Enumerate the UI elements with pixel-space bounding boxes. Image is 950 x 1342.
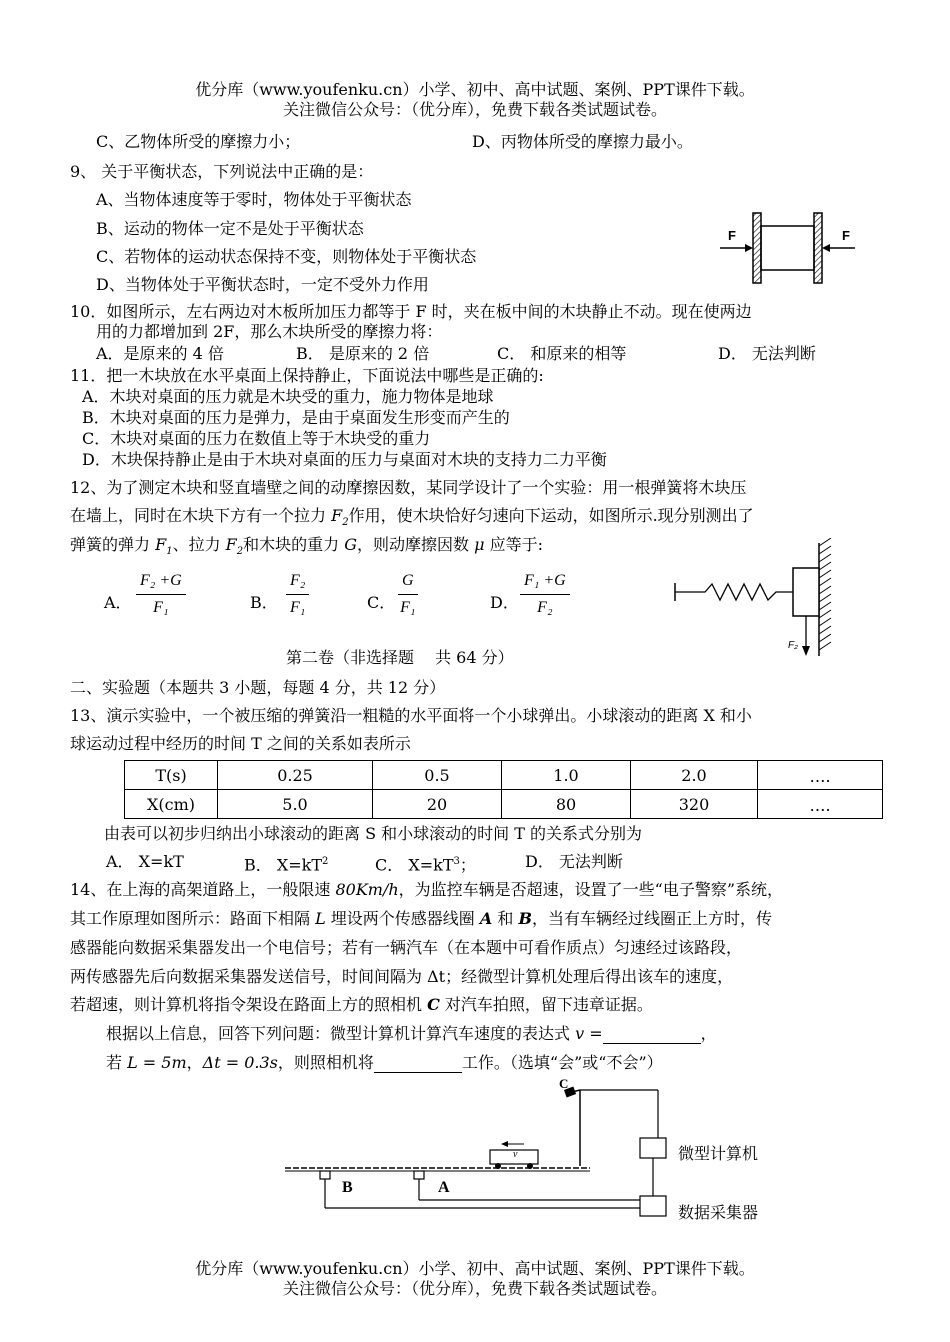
- sensor-a-label: A: [438, 1179, 450, 1196]
- q11-option-c: C．木块对桌面的压力在数值上等于木块受的重力: [82, 429, 431, 448]
- q11-option-a: A．木块对桌面的压力就是木块受的重力，施力物体是地球: [82, 387, 494, 406]
- camera-label: C: [559, 1078, 569, 1091]
- q9-option-c: C、若物体的运动状态保持不变，则物体处于平衡状态: [96, 247, 477, 266]
- force-label-right: F: [842, 228, 850, 243]
- q12-option-c-label: C．: [367, 593, 396, 612]
- q14-line-4: 两传感器先后向数据采集器发送信号，时间间隔为 Δt；经微型计算机处理后得出该车的速度，: [70, 967, 734, 986]
- answer-blank-1[interactable]: [603, 1043, 701, 1044]
- table-cell: 2.0: [631, 761, 758, 790]
- table-cell: T(s): [125, 761, 218, 790]
- table-cell: 20: [373, 790, 502, 819]
- q14-line-1: 14、在上海的高架道路上，一般限速 80Km/h，为监控车辆是否超速，设置了一些“电子警察”系统，: [70, 880, 784, 899]
- q10-option-a: A．是原来的 4 倍: [96, 344, 224, 363]
- q12-option-b-label: B．: [250, 593, 278, 612]
- q14-line-3: 感器能向数据采集器发出一个电信号；若有一辆汽车（在本题中可看作质点）匀速经过该路段，: [70, 938, 743, 957]
- q13-option-c: C． $X=kT^3$；: [375, 855, 476, 875]
- table-cell: 1.0: [502, 761, 631, 790]
- q12-line-1: 12、为了测定木块和竖直墙壁之间的动摩擦因数，某同学设计了一个实验：用一根弹簧将木块压: [70, 478, 747, 497]
- part2-title: 第二卷（非选择题 共 64 分）: [286, 648, 514, 667]
- q12-option-a-label: A．: [104, 593, 132, 612]
- computer-box: [640, 1138, 666, 1158]
- q14-figure: [280, 1078, 800, 1228]
- section-title: 二、实验题（本题共 3 小题，每题 4 分，共 12 分）: [70, 678, 446, 697]
- q10-stem-2: 用的力都增加到 2F，那么木块所受的摩擦力将：: [96, 322, 443, 341]
- footer-line-2: 关注微信公众号：（优分库），免费下载各类试题试卷。: [282, 1279, 667, 1298]
- answer-blank-2[interactable]: [374, 1072, 462, 1073]
- q12-option-b-fraction: $\frac{\text{F₂}}{\text{F₁}}$: [286, 572, 309, 617]
- header-line-2: 关注微信公众号：（优分库），免费下载各类试题试卷。: [282, 100, 667, 119]
- q11-option-b: B．木块对桌面的压力是弹力，是由于桌面发生形变而产生的: [82, 408, 510, 427]
- q14-line-7: 若 L = 5m，Δt = 0.3s，则照相机将 工作。（选填“会”或“不会”）: [106, 1053, 663, 1072]
- q9-option-b: B、运动的物体一定不是处于平衡状态: [96, 219, 364, 238]
- block: [793, 568, 819, 616]
- left-board: [753, 213, 761, 283]
- q10-option-c: C． 和原来的相等: [497, 344, 627, 363]
- q9-option-d: D、当物体处于平衡状态时，一定不受外力作用: [96, 275, 429, 294]
- table-row: [125, 790, 883, 819]
- q13-line-1: 13、演示实验中，一个被压缩的弹簧沿一粗糙的水平面将一个小球弹出。小球滚动的距离 X 和小: [70, 706, 752, 725]
- q12-option-d-label: D．: [490, 593, 519, 612]
- q14-line-6: 根据以上信息，回答下列问题：微型计算机计算汽车速度的表达式 v = ，: [106, 1024, 717, 1043]
- table-cell: X(cm): [125, 790, 218, 819]
- q12-option-d-fraction: $\frac{\text{F₁ +G}}{\text{F₂}}$: [520, 572, 570, 617]
- q12-line-2: 在墙上，同时在木块下方有一个拉力 $F_2$作用，使木块恰好匀速向下运动，如图所示.现分别测出了: [70, 506, 754, 529]
- q10-stem-1: 10．如图所示，左右两边对木板所加压力都等于 F 时，夹在板中间的木块静止不动。现在使两边: [70, 302, 752, 321]
- q13-option-a: A． X=kT: [106, 852, 184, 871]
- wood-block: [761, 226, 814, 270]
- table-cell: 320: [631, 790, 758, 819]
- computer-label: 微型计算机: [678, 1144, 759, 1163]
- table-cell: 5.0: [218, 790, 373, 819]
- velocity-label: v: [513, 1149, 518, 1160]
- collector-box: [640, 1196, 666, 1216]
- sensor-b-label: B: [342, 1179, 353, 1196]
- q9-option-a: A、当物体速度等于零时，物体处于平衡状态: [96, 190, 412, 209]
- sensor-a: [414, 1171, 424, 1179]
- spring: [675, 584, 793, 600]
- q14-line-5: 若超速，则计算机将指令架设在路面上方的照相机 C 对汽车拍照，留下违章证据。: [70, 995, 653, 1014]
- q13-conclusion: 由表可以初步归纳出小球滚动的距离 S 和小球滚动的时间 T 的关系式分别为: [104, 824, 642, 843]
- q12-option-c-fraction: $\frac{G}{\text{F₁}}$: [398, 572, 418, 617]
- q12-option-a-fraction: $\frac{\text{F₂ +G}}{\text{F₁}}$: [136, 572, 186, 617]
- table-cell: 80: [502, 790, 631, 819]
- q8-option-c: C、乙物体所受的摩擦力小；: [96, 132, 301, 151]
- q12-line-3: 弹簧的弹力 $F_1$、拉力 $F_2$和木块的重力 G，则动摩擦因数 μ 应等于:: [70, 535, 544, 558]
- header-line-1: 优分库（www.youfenku.cn）小学、初中、高中试题、案例、PPT课件下载。: [195, 80, 755, 99]
- q9-stem: 9、 关于平衡状态，下列说法中正确的是：: [70, 162, 374, 181]
- q13-table: [124, 760, 883, 819]
- q13-option-d: D． 无法判断: [525, 852, 623, 871]
- table-cell: 0.25: [218, 761, 373, 790]
- footer-line-1: 优分库（www.youfenku.cn）小学、初中、高中试题、案例、PPT课件下载。: [195, 1259, 755, 1278]
- q11-stem: 11．把一木块放在水平桌面上保持静止，下面说法中哪些是正确的:: [70, 366, 544, 385]
- right-board: [814, 213, 822, 283]
- q8-option-d: D、丙物体所受的摩擦力最小。: [472, 132, 693, 151]
- q11-option-d: D．木块保持静止是由于木块对桌面的压力与桌面对木块的支持力二力平衡: [82, 450, 607, 469]
- table-cell: ….: [758, 790, 883, 819]
- q10-option-d: D． 无法判断: [718, 344, 816, 363]
- collector-label: 数据采集器: [678, 1203, 759, 1222]
- q10-figure: [710, 208, 870, 288]
- q13-option-b: B． $X=kT^2$: [244, 855, 329, 875]
- table-cell: ….: [758, 761, 883, 790]
- table-cell: 0.5: [373, 761, 502, 790]
- force-label-f2: F₂: [788, 640, 798, 651]
- table-row: [125, 761, 883, 790]
- q10-option-b: B． 是原来的 2 倍: [296, 344, 430, 363]
- q12-figure: [668, 538, 868, 662]
- q14-line-2: 其工作原理如图所示：路面下相隔 L 埋设两个传感器线圈 A 和 B，当有车辆经过线圈正上方时，传: [70, 909, 773, 928]
- force-label-left: F: [728, 228, 736, 243]
- q13-line-2: 球运动过程中经历的时间 T 之间的关系如表所示: [70, 734, 411, 753]
- sensor-b: [320, 1171, 330, 1179]
